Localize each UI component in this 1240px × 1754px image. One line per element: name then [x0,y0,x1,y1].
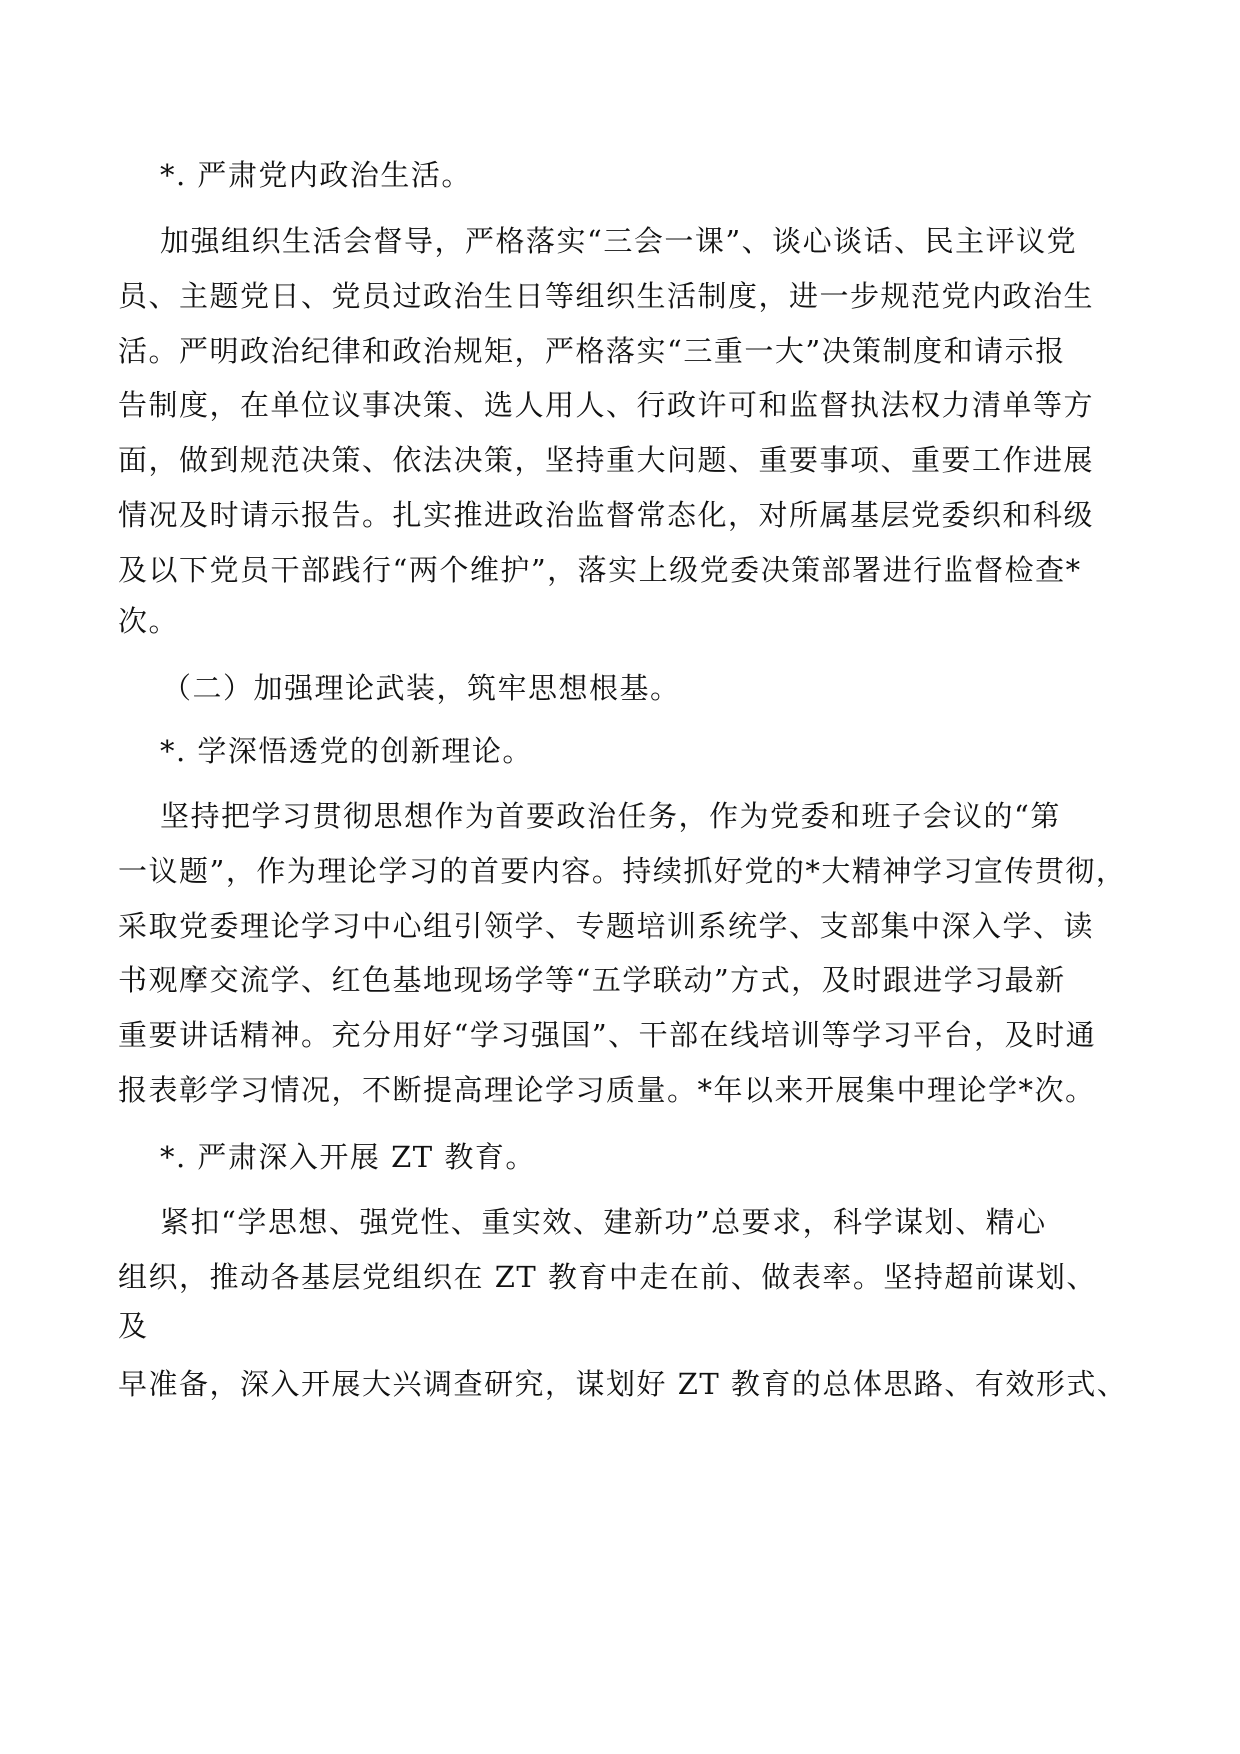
paragraph-2-line-1: 坚持把学习贯彻思想作为首要政治任务，作为党委和班子会议的“第 [160,799,1061,833]
section-heading-4: *. 严肃深入开展 ZT 教育。 [160,1140,536,1174]
paragraph-2-line-5: 重要讲话精神。充分用好“学习强国”、干部在线培训等学习平台，及时通 [118,1018,1097,1052]
section-heading-3: *. 学深悟透党的创新理论。 [160,734,533,768]
paragraph-2-line-2: 一议题”，作为理论学习的首要内容。持续抓好党的*大精神学习宣传贯彻， [118,854,1127,888]
paragraph-2-line-6: 报表彰学习情况，不断提高理论学习质量。*年以来开展集中理论学*次。 [118,1073,1096,1107]
paragraph-1-line-2: 员、主题党日、党员过政治生日等组织生活制度，进一步规范党内政治生 [118,279,1095,313]
paragraph-1-line-6: 情况及时请示报告。扎实推进政治监督常态化，对所属基层党委织和科级 [118,498,1095,532]
paragraph-3-line-1: 紧扣“学思想、强党性、重实效、建新功”总要求，科学谋划、精心 [160,1205,1047,1239]
paragraph-1-line-8: 次。 [118,604,180,638]
paragraph-1-line-1: 加强组织生活会督导，严格落实“三会一课”、谈心谈话、民主评议党 [160,224,1078,258]
paragraph-2-line-3: 采取党委理论学习中心组引领学、专题培训系统学、支部集中深入学、读 [118,909,1095,943]
paragraph-2-line-4: 书观摩交流学、红色基地现场学等“五学联动”方式，及时跟进学习最新 [118,963,1066,997]
section-heading-1: *. 严肃党内政治生活。 [160,158,472,192]
paragraph-3-line-2: 组织，推动各基层党组织在 ZT 教育中走在前、做表率。坚持超前谋划、 [118,1260,1097,1294]
paragraph-1-line-4: 告制度，在单位议事决策、选人用人、行政许可和监督执法权力清单等方 [118,388,1095,422]
paragraph-1-line-3: 活。严明政治纪律和政治规矩，严格落实“三重一大”决策制度和请示报 [118,334,1066,368]
paragraph-1-line-5: 面，做到规范决策、依法决策，坚持重大问题、重要事项、重要工作进展 [118,443,1095,477]
section-heading-2: （二）加强理论武装，筑牢思想根基。 [162,671,681,705]
paragraph-3-line-3: 及 [118,1309,149,1343]
paragraph-1-line-7: 及以下党员干部践行“两个维护”，落实上级党委决策部署进行监督检查* [118,553,1082,587]
paragraph-3-line-4: 早准备，深入开展大兴调查研究，谋划好 ZT 教育的总体思路、有效形式、 [118,1367,1128,1401]
